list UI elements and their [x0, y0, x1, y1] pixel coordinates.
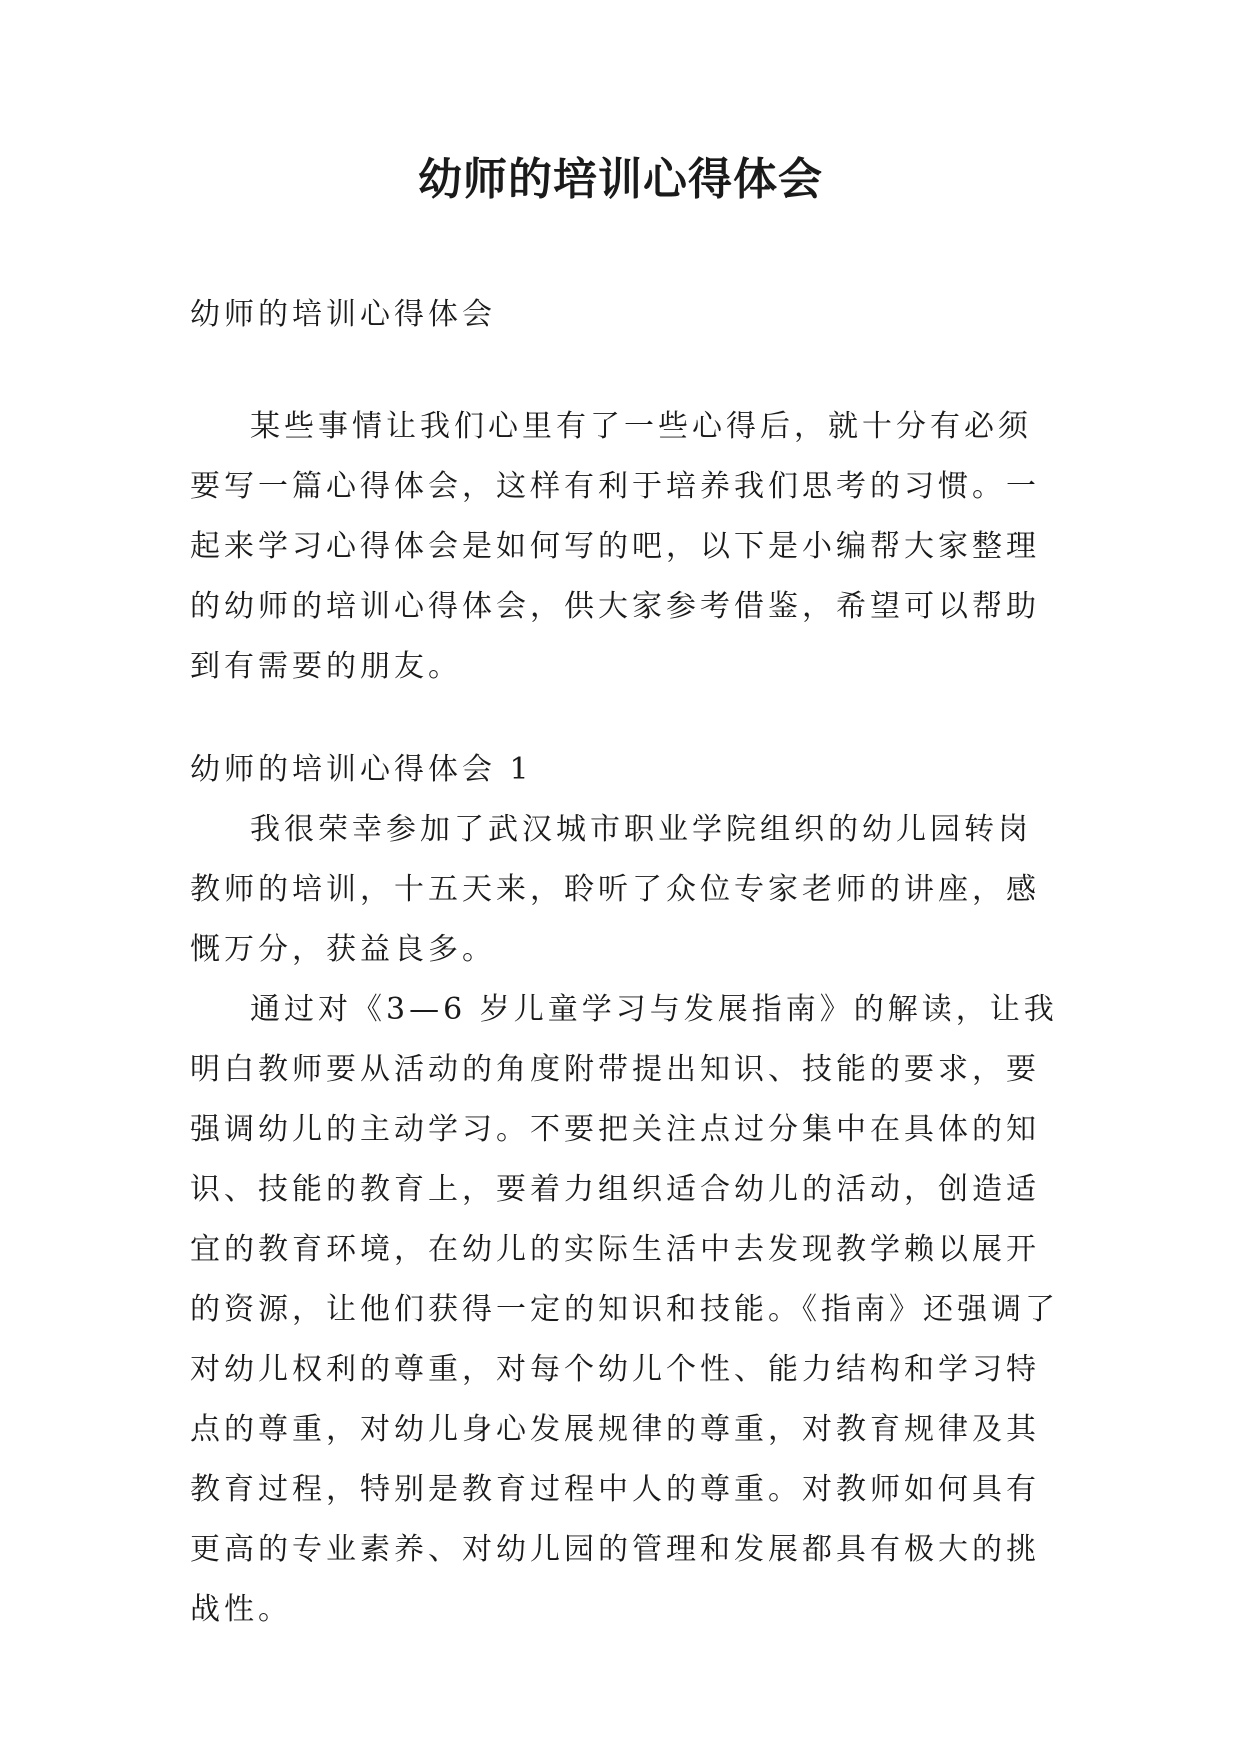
section-paragraph-2: 通过对《3—6 岁儿童学习与发展指南》的解读，让我明白教师要从活动的角度附带提出知识、技能的要求，要强调幼儿的主动学习。不要把关注点过分集中在具体的知识、技能的教育上，要着力组织适合幼儿的活动，创造适宜的教育环境，在幼儿的实际生活中去发现教学赖以展开的资源，让他们获得一定的知识和技能。《指南》还强调了对幼儿权利的尊重，对每个幼儿个性、能力结构和学习特点的尊重，对幼儿身心发展规律的尊重，对教育规律及其教育过程，特别是教育过程中人的尊重。对教师如何具有更高的专业素养、对幼儿园的管理和发展都具有极大的挑战性。: [190, 992, 1059, 1627]
section-heading: 幼师的培训心得体会 1: [190, 752, 533, 787]
intro-paragraph: 某些事情让我们心里有了一些心得后，就十分有必须要写一篇心得体会，这样有利于培养我们思考的习惯。一起来学习心得体会是如何写的吧，以下是小编帮大家整理的幼师的培训心得体会，供大家参考借鉴，希望可以帮助到有需要的朋友。: [190, 409, 1040, 684]
document-body: [190, 285, 1060, 1640]
spacer: [190, 345, 1060, 397]
spacer: [190, 697, 1060, 740]
document-subtitle: 幼师的培训心得体会: [190, 297, 496, 332]
section-paragraph-1: 我很荣幸参加了武汉城市职业学院组织的幼儿园转岗教师的培训，十五天来，聆听了众位专家老师的讲座，感慨万分，获益良多。: [190, 812, 1040, 967]
document-title: 幼师的培训心得体会: [418, 154, 823, 205]
